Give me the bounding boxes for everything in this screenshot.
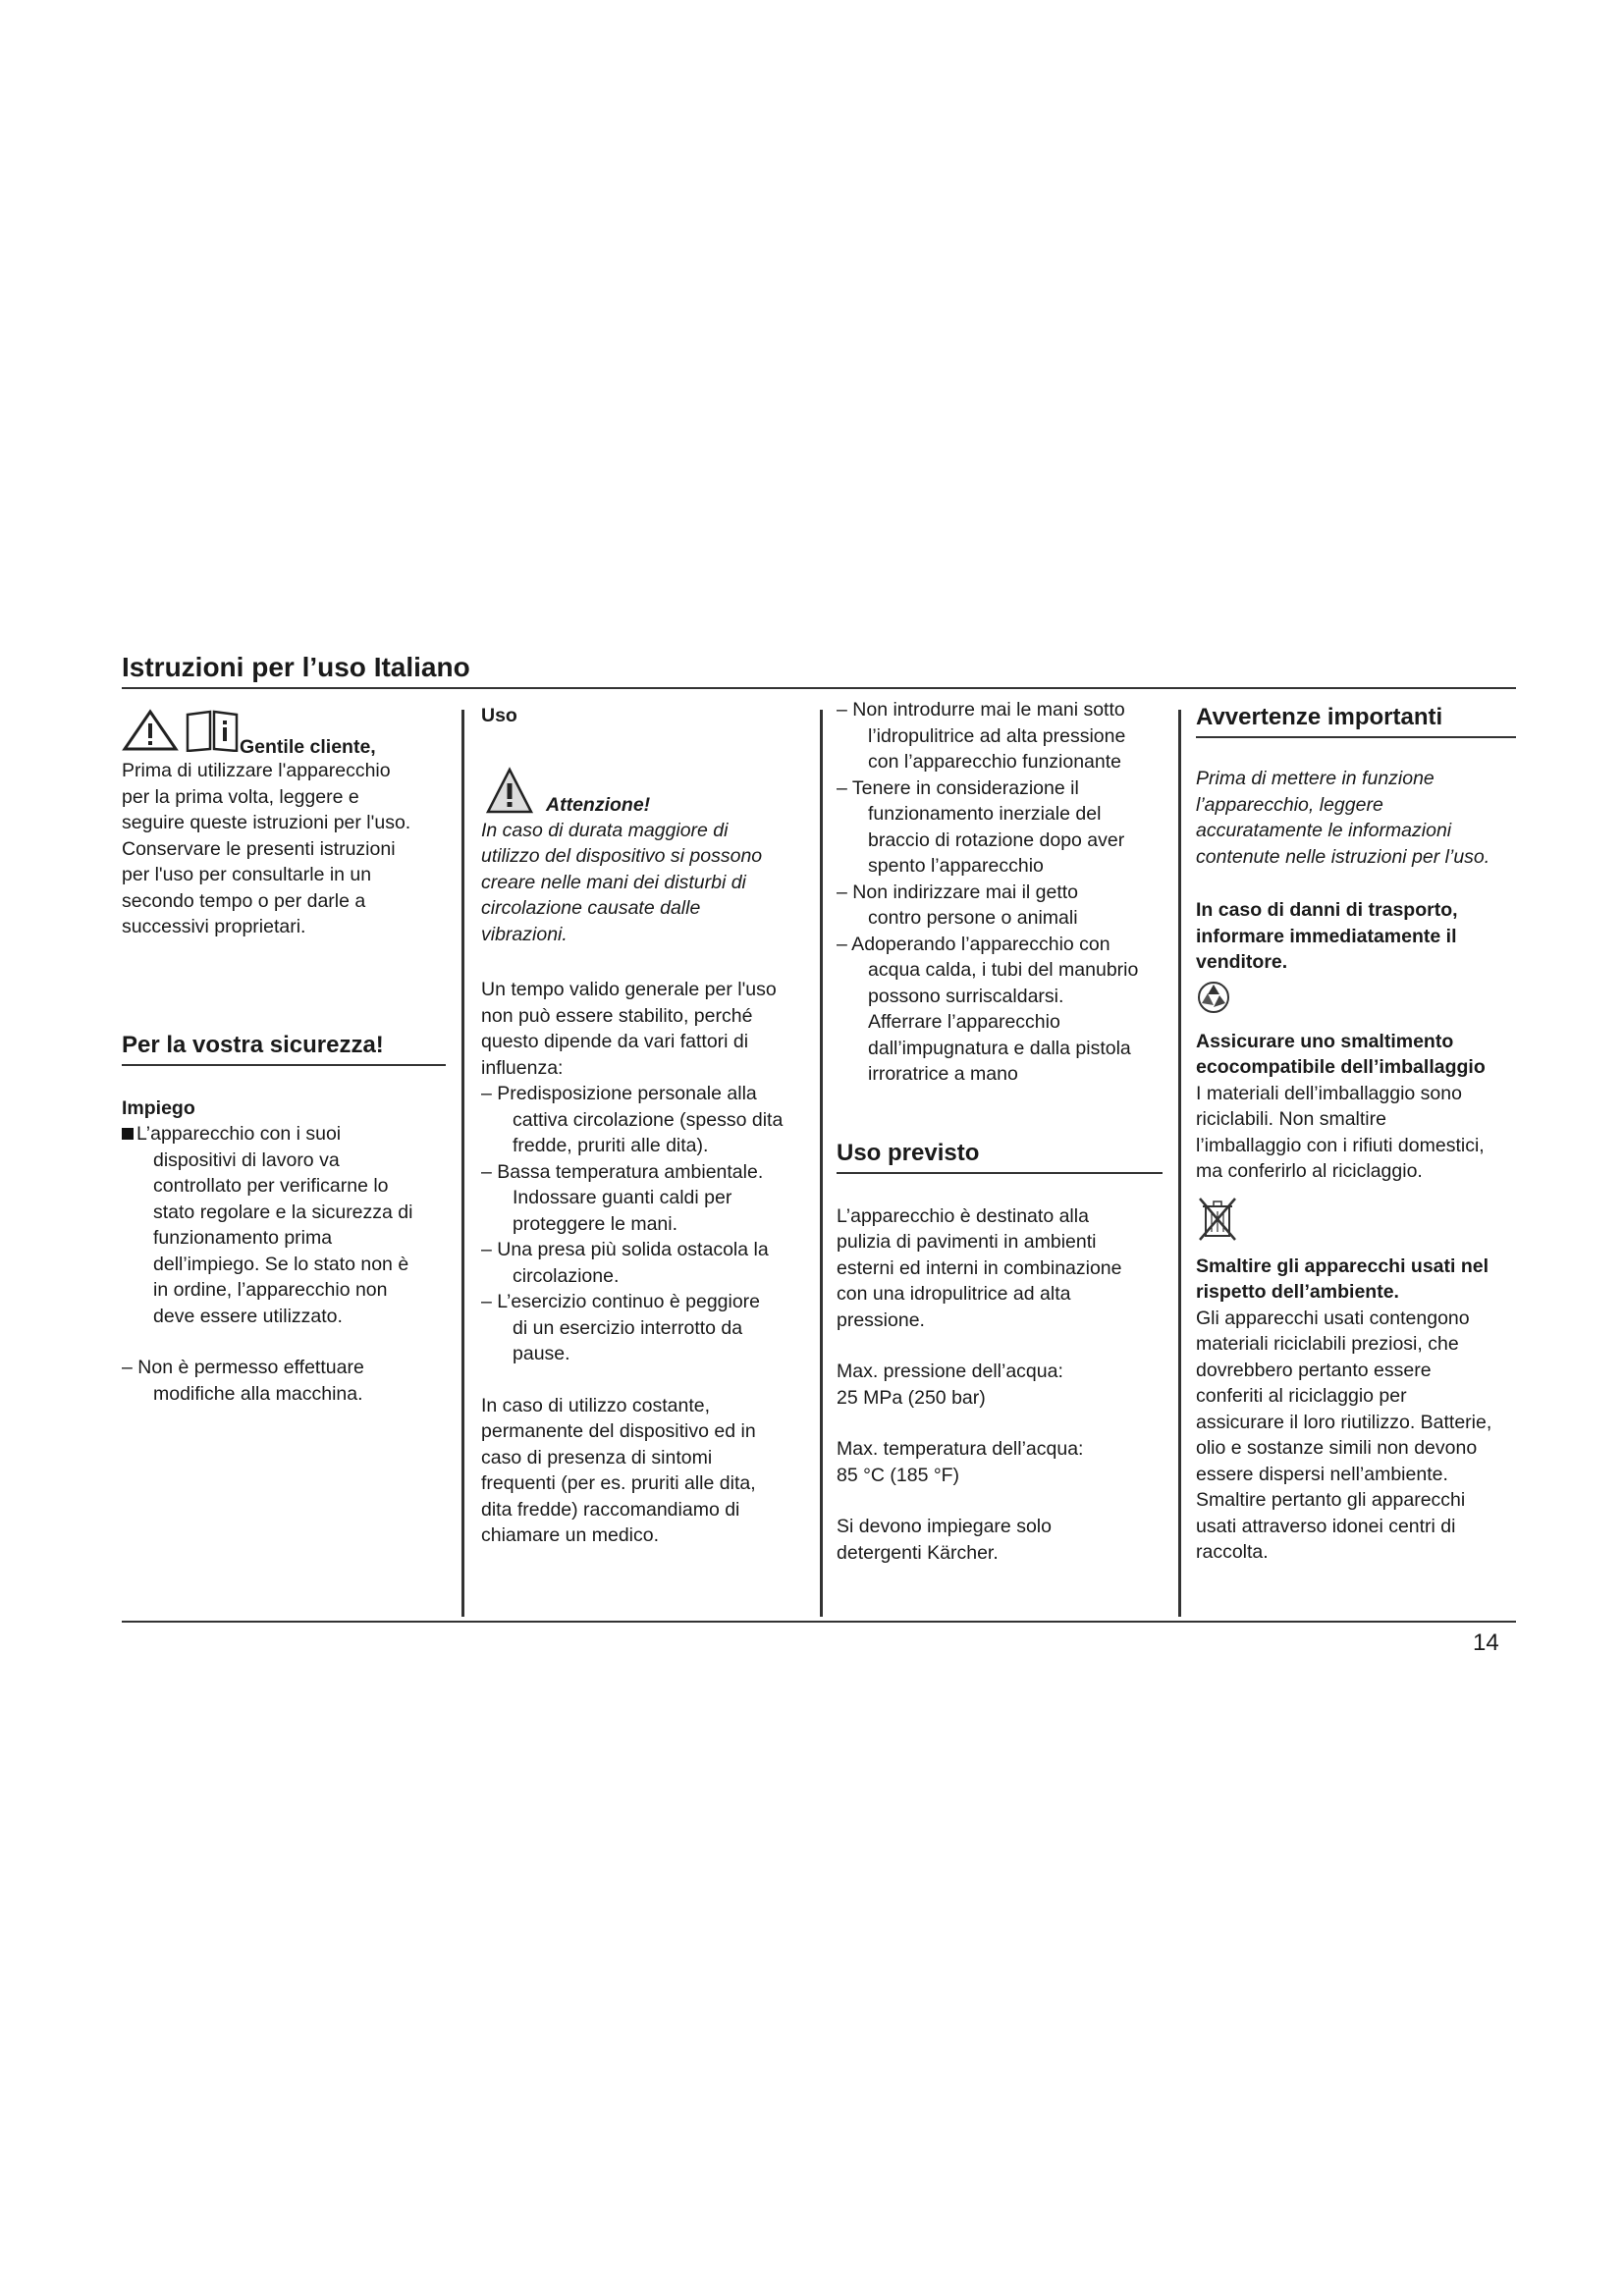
- notice-line: l’apparecchio, leggere: [1196, 793, 1383, 816]
- doctor-line: frequenti (per es. pruriti alle dita,: [481, 1472, 756, 1494]
- warning-line: con l’apparecchio funzionante: [868, 751, 1122, 773]
- column-divider: [820, 710, 823, 1617]
- max-temperature-value: 85 °C (185 °F): [837, 1464, 960, 1486]
- intro-line: seguire queste istruzioni per l'uso.: [122, 812, 411, 833]
- packaging-line: l’imballaggio con i rifiuti domestici,: [1196, 1134, 1485, 1156]
- intended-use-heading: Uso previsto: [837, 1139, 1163, 1174]
- important-warnings-heading: Avvertenze importanti: [1196, 703, 1516, 738]
- column-3: [837, 697, 1163, 1566]
- disposal-line: materiali riciclabili preziosi, che: [1196, 1333, 1459, 1355]
- attention-line: In caso di durata maggiore di: [481, 819, 729, 841]
- warning-line: funzionamento inerziale del: [868, 803, 1102, 825]
- attention-line: utilizzo del dispositivo si possono: [481, 845, 763, 867]
- intro-line: secondo tempo o per darle a: [122, 889, 366, 912]
- warning-icon: [485, 767, 534, 816]
- attention-block: [481, 761, 805, 818]
- disposal-heading: rispetto dell’ambiente.: [1196, 1281, 1399, 1303]
- max-pressure-value: 25 MPa (250 bar): [837, 1386, 986, 1409]
- packaging-line: riciclabili. Non smaltire: [1196, 1108, 1386, 1130]
- disposal-line: Smaltire pertanto gli apparecchi: [1196, 1489, 1466, 1511]
- dash-item: – Non è permesso effettuare: [122, 1357, 364, 1378]
- max-pressure-label: Max. pressione dell’acqua:: [837, 1361, 1063, 1382]
- doctor-line: dita fredde) raccomandiamo di: [481, 1498, 740, 1521]
- attention-line: vibrazioni.: [481, 923, 568, 945]
- intended-line: pressione.: [837, 1308, 925, 1331]
- safety-heading: Per la vostra sicurezza!: [122, 1031, 446, 1066]
- square-bullet-icon: [122, 1128, 134, 1140]
- intro-line: per la prima volta, leggere e: [122, 785, 359, 808]
- column-4: [1196, 703, 1516, 1566]
- disposal-line: olio e sostanze simili non devono: [1196, 1437, 1478, 1459]
- bullet-line: dispositivi di lavoro va: [153, 1148, 340, 1171]
- notice-line: Prima di mettere in funzione: [1196, 768, 1435, 789]
- impiego-heading: Impiego: [122, 1096, 195, 1119]
- intro-block: [122, 709, 446, 758]
- column-divider: [461, 710, 464, 1617]
- column-divider: [1178, 710, 1181, 1617]
- factor-line: fredde, pruriti alle dita).: [513, 1135, 709, 1156]
- disposal-line: Gli apparecchi usati contengono: [1196, 1307, 1470, 1329]
- packaging-heading: Assicurare uno smaltimento: [1196, 1030, 1454, 1052]
- crossed-bin-icon: [1196, 1195, 1239, 1244]
- warning-line: acqua calda, i tubi del manubrio: [868, 959, 1139, 981]
- warning-item: – Non indirizzare mai il getto: [837, 881, 1079, 903]
- factor-line: circolazione.: [513, 1264, 620, 1287]
- bullet-line: dell’impiego. Se lo stato non è: [153, 1253, 409, 1275]
- column-1: [122, 709, 446, 1407]
- factor-line: Indossare guanti caldi per: [513, 1187, 732, 1208]
- intro-line: successivi proprietari.: [122, 916, 306, 937]
- warning-item: – Non introdurre mai le mani sotto: [837, 699, 1125, 721]
- bullet-line: funzionamento prima: [153, 1227, 333, 1249]
- packaging-line: ma conferirlo al riciclaggio.: [1196, 1160, 1423, 1182]
- page-title: Istruzioni per l’uso Italiano: [122, 652, 470, 682]
- warning-line: contro persone o animali: [868, 907, 1078, 929]
- impiego-bullet: L’apparecchio con i suoi: [122, 1121, 446, 1148]
- greeting: Gentile cliente,: [240, 736, 376, 758]
- warning-line: braccio di rotazione dopo aver: [868, 828, 1125, 851]
- max-temperature-label: Max. temperatura dell’acqua:: [837, 1438, 1084, 1460]
- detergent-line: Si devono impiegare solo: [837, 1516, 1052, 1537]
- intended-line: esterni ed interni in combinazione: [837, 1256, 1122, 1279]
- disposal-line: usati attraverso idonei centri di: [1196, 1515, 1456, 1537]
- factor-line: di un esercizio interrotto da: [513, 1316, 743, 1339]
- factor-item: – Predisposizione personale alla: [481, 1083, 757, 1104]
- general-line: questo dipende da vari fattori di: [481, 1031, 749, 1052]
- disposal-heading: Smaltire gli apparecchi usati nel: [1196, 1255, 1489, 1277]
- dash-item-continuation: modifiche alla macchina.: [153, 1382, 363, 1405]
- warning-line: irroratrice a mano: [868, 1063, 1018, 1085]
- warning-icon: [122, 709, 179, 752]
- warning-item: – Tenere in considerazione il: [837, 776, 1079, 799]
- transport-line: In caso di danni di trasporto,: [1196, 899, 1458, 921]
- general-line: influenza:: [481, 1056, 564, 1079]
- doctor-line: chiamare un medico.: [481, 1524, 660, 1546]
- disposal-line: dovrebbero pertanto essere: [1196, 1359, 1432, 1381]
- factor-item: – Bassa temperatura ambientale.: [481, 1160, 764, 1183]
- packaging-heading: ecocompatibile dell’imballaggio: [1196, 1056, 1486, 1078]
- warning-line: l’idropulitrice ad alta pressione: [868, 724, 1126, 747]
- disposal-line: conferiti al riciclaggio per: [1196, 1385, 1407, 1407]
- page-number: 14: [1473, 1629, 1499, 1656]
- intended-line: L’apparecchio è destinato alla: [837, 1204, 1089, 1227]
- general-line: Un tempo valido generale per l'uso: [481, 979, 777, 1000]
- attention-line: creare nelle mani dei disturbi di: [481, 871, 746, 893]
- warning-line: spento l’apparecchio: [868, 855, 1044, 877]
- bullet-line: controllato per verificarne lo: [153, 1175, 389, 1197]
- intended-line: con una idropulitrice ad alta: [837, 1283, 1071, 1305]
- uso-heading: Uso: [481, 705, 517, 726]
- factor-item: – L’esercizio continuo è peggiore: [481, 1291, 761, 1312]
- packaging-line: I materiali dell’imballaggio sono: [1196, 1082, 1462, 1104]
- attention-label: Attenzione!: [546, 793, 651, 816]
- warning-line: dall’impugnatura e dalla pistola: [868, 1037, 1131, 1059]
- intended-line: pulizia di pavimenti in ambienti: [837, 1231, 1097, 1253]
- factor-item: – Una presa più solida ostacola la: [481, 1239, 769, 1260]
- bullet-line: deve essere utilizzato.: [153, 1305, 343, 1327]
- disposal-line: raccolta.: [1196, 1541, 1269, 1563]
- doctor-line: permanente del dispositivo ed in: [481, 1420, 756, 1442]
- doctor-line: caso di presenza di sintomi: [481, 1446, 713, 1468]
- attention-line: circolazione causate dalle: [481, 897, 701, 919]
- factor-line: cattiva circolazione (spesso dita: [513, 1108, 784, 1131]
- notice-line: accuratamente le informazioni: [1196, 820, 1452, 841]
- intro-line: Conservare le presenti istruzioni: [122, 837, 396, 860]
- warning-line: Afferrare l’apparecchio: [868, 1011, 1060, 1033]
- recycle-icon: [1196, 980, 1231, 1015]
- factor-line: proteggere le mani.: [513, 1212, 678, 1235]
- title-rule: [122, 687, 1516, 689]
- intro-line: per l'uso per consultarle in un: [122, 864, 372, 885]
- disposal-line: assicurare il loro riutilizzo. Batterie,: [1196, 1411, 1492, 1433]
- intro-line: Prima di utilizzare l'apparecchio: [122, 760, 391, 781]
- manual-info-icon: [184, 709, 241, 752]
- warning-line: possono surriscaldarsi.: [868, 985, 1064, 1007]
- bullet-line: in ordine, l’apparecchio non: [153, 1279, 388, 1301]
- factor-line: pause.: [513, 1343, 570, 1364]
- transport-line: informare immediatamente il: [1196, 925, 1457, 947]
- disposal-line: essere dispersi nell’ambiente.: [1196, 1463, 1448, 1485]
- bottom-rule: [122, 1621, 1516, 1623]
- warning-item: – Adoperando l’apparecchio con: [837, 933, 1110, 955]
- transport-line: venditore.: [1196, 951, 1288, 973]
- detergent-line: detergenti Kärcher.: [837, 1541, 999, 1564]
- bullet-line: stato regolare e la sicurezza di: [153, 1201, 413, 1223]
- column-2: [481, 703, 805, 1549]
- notice-line: contenute nelle istruzioni per l’uso.: [1196, 845, 1490, 868]
- doctor-line: In caso di utilizzo costante,: [481, 1394, 711, 1416]
- general-line: non può essere stabilito, perché: [481, 1004, 753, 1027]
